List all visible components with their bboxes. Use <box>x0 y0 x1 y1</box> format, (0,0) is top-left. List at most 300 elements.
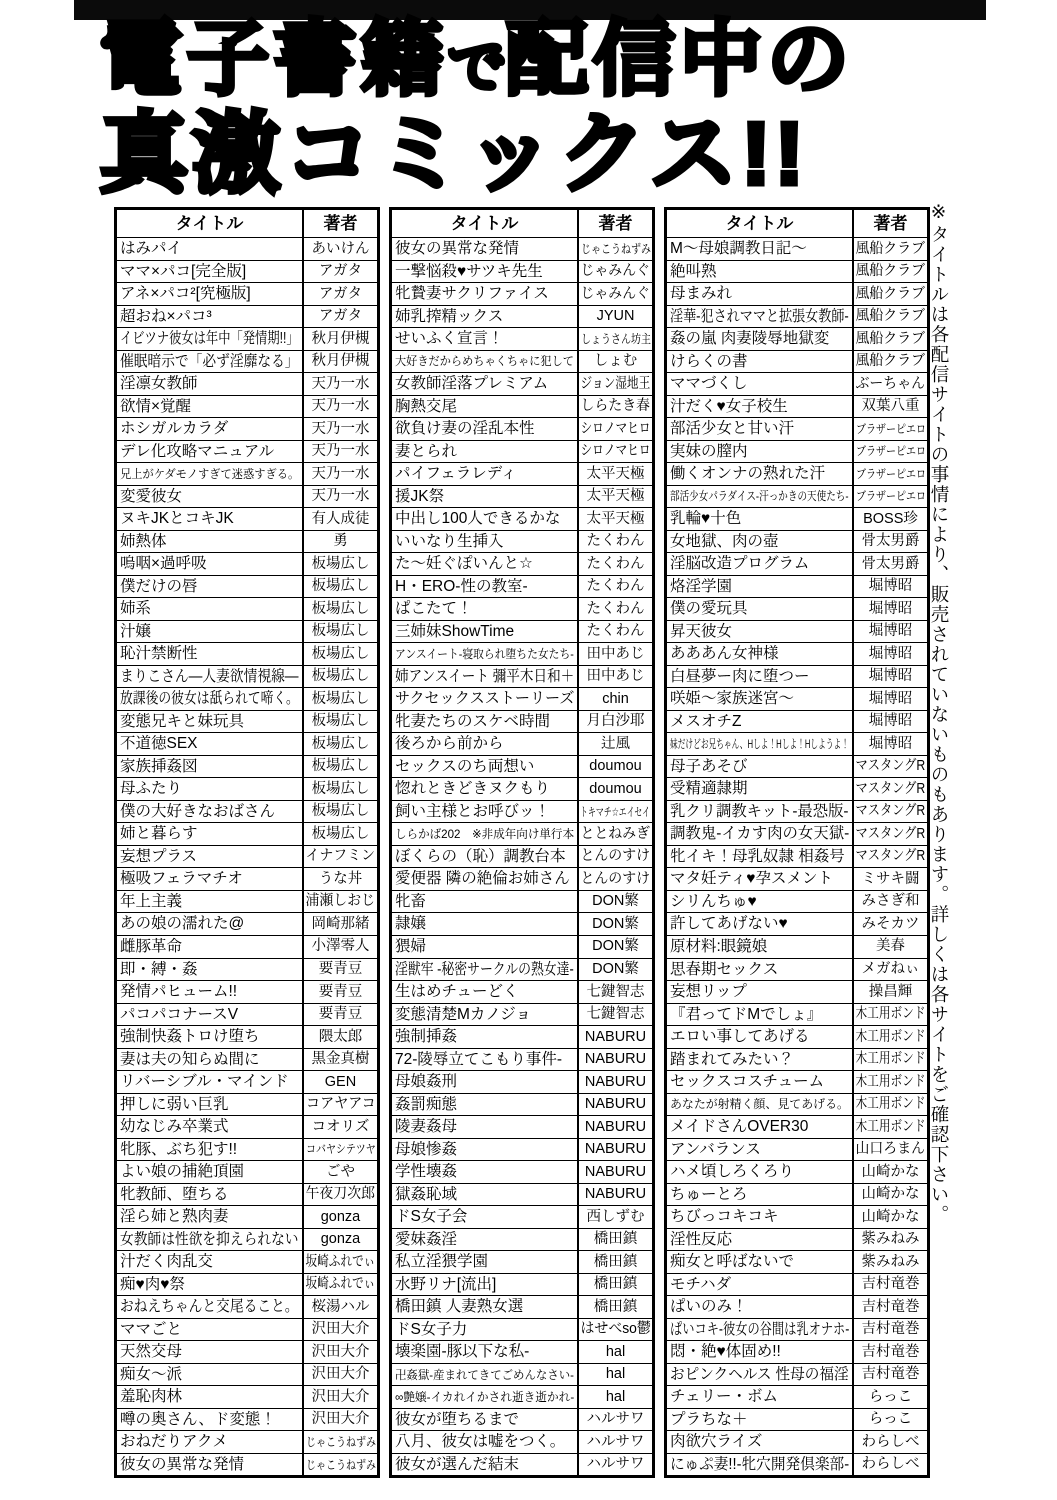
author-text: 沢田大介 <box>311 1343 370 1360</box>
author-text: はせべso鬱 <box>580 1321 651 1338</box>
title-text: 幼なじみ卒業式 <box>120 1118 229 1136</box>
table-row <box>117 732 377 755</box>
author-cell <box>579 1026 652 1048</box>
author-text: 板場広し <box>311 825 370 842</box>
title-text: 姉熱体 <box>120 532 167 550</box>
author-text: じゃこうねずみ <box>580 241 651 256</box>
table-row <box>667 1160 927 1183</box>
table-row <box>392 642 652 665</box>
table-row <box>667 800 927 823</box>
title-text: 壊楽園-豚以下な私- <box>395 1343 530 1361</box>
author-cell <box>304 801 377 823</box>
author-text: らっこ <box>868 1388 913 1405</box>
title-text: 僕の大好きなおばさん <box>120 802 276 820</box>
title-text: 牝畜 <box>395 892 427 910</box>
author-text: たくわん <box>586 578 645 595</box>
table-row <box>117 822 377 845</box>
author-text: 堀博昭 <box>868 668 913 685</box>
title-cell <box>117 846 304 868</box>
author-cell <box>854 441 927 463</box>
author-text: 板場広し <box>311 600 370 617</box>
title-cell <box>667 373 854 395</box>
title-text: 彼女の異常な発情 <box>395 240 520 257</box>
title-cell <box>667 463 854 485</box>
table-row <box>392 845 652 868</box>
title-cell <box>667 1341 854 1363</box>
author-text: gonza <box>320 1231 361 1248</box>
author-cell <box>304 913 377 935</box>
title-cell <box>117 981 304 1003</box>
author-cell <box>579 913 652 935</box>
author-cell <box>304 283 377 305</box>
title-column-header <box>667 210 854 237</box>
author-cell <box>304 508 377 530</box>
title-cell <box>667 1431 854 1453</box>
title-cell <box>392 891 579 913</box>
author-cell <box>579 1004 652 1026</box>
table-row <box>392 1430 652 1453</box>
author-text: コアヤアコ <box>305 1096 376 1113</box>
author-text: とんのすけ <box>580 848 651 865</box>
author-text: マスタングR <box>855 758 926 775</box>
author-cell <box>854 868 927 890</box>
table-row <box>392 732 652 755</box>
author-text: ミサキ闘 <box>861 870 920 887</box>
side-note: ※タイトルは各配信サイトの事情により、販売されていないものもあります。詳しくは各サイトをご確認下さい。 <box>929 202 950 1225</box>
title-cell <box>117 711 304 733</box>
author-cell <box>854 1386 927 1408</box>
author-text: 坂崎ふれでぃ <box>305 1276 376 1293</box>
table-row <box>667 1430 927 1453</box>
table-row <box>117 1003 377 1026</box>
table-row <box>667 440 927 463</box>
author-cell <box>854 1161 927 1183</box>
title-cell <box>117 778 304 800</box>
table-row <box>117 1363 377 1386</box>
title-cell <box>117 756 304 778</box>
table-row <box>392 485 652 508</box>
author-text: 黒金真樹 <box>311 1051 370 1068</box>
title-text: いいなり生挿入 <box>395 532 504 550</box>
title-cell <box>117 1161 304 1183</box>
author-cell <box>854 531 927 553</box>
author-cell <box>304 1454 377 1476</box>
title-cell <box>117 373 304 395</box>
author-text: アガタ <box>318 263 363 280</box>
title-text: 乳クリ調教キット-最恐版- <box>670 802 849 820</box>
author-cell <box>304 553 377 575</box>
title-cell <box>392 688 579 710</box>
table-row <box>117 395 377 418</box>
author-cell <box>304 1026 377 1048</box>
table-row <box>117 282 377 305</box>
title-cell <box>117 868 304 890</box>
table-row <box>667 822 927 845</box>
title-cell <box>667 1274 854 1296</box>
title-cell <box>392 1431 579 1453</box>
author-cell <box>304 688 377 710</box>
author-text: 沢田大介 <box>311 1366 370 1383</box>
title-cell <box>117 1454 304 1476</box>
author-cell <box>579 396 652 418</box>
author-text: NABURU <box>584 1186 647 1203</box>
title-cell <box>392 553 579 575</box>
title-text: 烙淫学園 <box>670 577 733 595</box>
author-text: 午夜刀次郎 <box>305 1186 376 1203</box>
title-cell <box>117 463 304 485</box>
author-cell <box>579 1386 652 1408</box>
author-cell <box>579 1319 652 1341</box>
title-text: メイドさんOVER30 <box>670 1118 809 1136</box>
author-cell <box>579 508 652 530</box>
title-text: ママ×パコ[完全版] <box>120 262 247 280</box>
author-text: わらしべ <box>861 1456 920 1473</box>
title-text: 妹だけどお兄ちゃん、Hしよ！Hしよ！Hしようよ！ <box>670 737 849 752</box>
title-text: エロい事してあげる <box>670 1028 810 1046</box>
author-text: 要青豆 <box>318 961 363 977</box>
title-cell <box>667 508 854 530</box>
author-text: 堀博昭 <box>868 713 913 730</box>
title-text: 卍姦獄-産まれてきてごめんなさい- <box>395 1367 574 1382</box>
table-row <box>117 1205 377 1228</box>
catalog-table-right <box>664 207 930 1478</box>
title-text: 淫凛女教師 <box>120 375 198 393</box>
title-cell <box>392 778 579 800</box>
table-row <box>392 462 652 485</box>
author-text: chin <box>602 690 629 707</box>
title-text: 八月、彼女は嘘をつく。 <box>395 1433 566 1451</box>
title-text: 痴♥肉♥祭 <box>120 1275 185 1293</box>
page-title-line2: 真激コミックス!! <box>100 104 808 203</box>
author-text: NABURU <box>584 1141 647 1158</box>
catalog-table-left <box>114 207 380 1478</box>
title-text: 橋田鎮 人妻熟女選 <box>395 1298 524 1316</box>
author-cell <box>304 1251 377 1273</box>
table-row <box>667 1385 927 1408</box>
author-cell <box>579 373 652 395</box>
table-row <box>392 1160 652 1183</box>
title-column-header <box>392 210 579 237</box>
author-text: 板場広し <box>311 668 370 685</box>
table-row <box>117 665 377 688</box>
title-cell <box>392 1094 579 1116</box>
author-cell <box>579 351 652 373</box>
author-cell <box>854 1454 927 1476</box>
author-text: ぶーちゃん <box>855 375 926 392</box>
title-cell <box>667 396 854 418</box>
author-cell <box>579 891 652 913</box>
title-cell <box>667 1071 854 1093</box>
title-segment-2: 配信中の <box>506 14 855 105</box>
author-cell <box>579 1229 652 1251</box>
table-row <box>667 530 927 553</box>
title-cell <box>117 531 304 553</box>
author-cell <box>304 531 377 553</box>
title-text: 欲情×覚醒 <box>120 397 192 415</box>
author-cell <box>854 508 927 530</box>
title-text: 母まみれ <box>670 285 733 303</box>
title-text: 一撃悩殺♥サツキ先生 <box>395 262 543 280</box>
title-text: 彼女が堕ちるまで <box>395 1410 520 1428</box>
table-row <box>392 1250 652 1273</box>
author-text: DON繁 <box>592 938 639 955</box>
author-cell <box>579 643 652 665</box>
author-text: 西しずむ <box>586 1208 645 1225</box>
title-text: 妻は夫の知らぬ間に <box>120 1050 260 1068</box>
author-text: 天乃一水 <box>311 398 370 415</box>
title-cell <box>667 1319 854 1341</box>
author-text: みさぎ和 <box>861 893 920 910</box>
author-cell <box>304 959 377 981</box>
title-text: 淫ら姉と熟肉妻 <box>120 1208 229 1226</box>
author-cell <box>854 1206 927 1228</box>
title-text: 欲負け妻の淫乱本性 <box>395 420 535 438</box>
author-text: ブラザーピエロ <box>855 489 926 504</box>
author-text: 木工用ボンド <box>855 1073 926 1090</box>
table-row <box>392 440 652 463</box>
title-cell <box>117 1116 304 1138</box>
table-row <box>117 1093 377 1116</box>
author-cell <box>854 733 927 755</box>
title-text: 母娘惨姦 <box>395 1140 458 1158</box>
title-text: 中出し100人できるかな <box>395 510 561 528</box>
title-text: しらかば202 ※非成年向け単行本 <box>395 827 575 842</box>
title-cell <box>392 306 579 328</box>
author-text: 太平天極 <box>586 510 645 527</box>
title-cell <box>117 1274 304 1296</box>
table-row <box>117 845 377 868</box>
table-row <box>667 1363 927 1386</box>
author-text: 風船クラブ <box>855 308 926 325</box>
table-row <box>117 935 377 958</box>
author-text: 七鍵智志 <box>586 983 645 1000</box>
author-text: ととねみぎ <box>580 825 651 842</box>
title-text: 悶・絶♥体固め!! <box>670 1343 781 1361</box>
title-text: 強制快姦トロけ堕ち <box>120 1028 260 1046</box>
author-text: 双葉八重 <box>861 398 920 415</box>
author-text: doumou <box>589 758 642 775</box>
author-cell <box>304 1319 377 1341</box>
title-cell <box>667 913 854 935</box>
author-text: ハルサワ <box>586 1433 645 1450</box>
author-text: 勇 <box>333 533 348 550</box>
title-text: ドS女子会 <box>395 1208 468 1226</box>
author-text: シロノマヒロ <box>580 420 651 437</box>
author-cell <box>854 351 927 373</box>
title-column-header-label: タイトル <box>725 214 794 233</box>
title-cell <box>667 959 854 981</box>
table-row <box>392 687 652 710</box>
title-text: M〜母娘調教日記〜 <box>670 240 807 257</box>
title-cell <box>392 598 579 620</box>
title-cell <box>667 711 854 733</box>
title-cell <box>667 891 854 913</box>
author-cell <box>304 778 377 800</box>
title-text: パイフェラレディ <box>395 465 517 483</box>
author-text: らっこ <box>868 1411 913 1428</box>
table-row <box>117 800 377 823</box>
table-row <box>117 867 377 890</box>
title-cell <box>117 351 304 373</box>
title-cell <box>667 576 854 598</box>
author-cell <box>579 801 652 823</box>
author-cell <box>579 1251 652 1273</box>
table-row <box>117 237 377 260</box>
title-text: 恥汁禁断性 <box>120 645 198 663</box>
author-cell <box>304 238 377 260</box>
author-cell <box>854 306 927 328</box>
author-cell <box>579 959 652 981</box>
title-cell <box>392 936 579 958</box>
title-text: けらくの書 <box>670 352 748 370</box>
table-row <box>667 980 927 1003</box>
author-cell <box>854 1094 927 1116</box>
table-row <box>117 1295 377 1318</box>
title-text: 昇天彼女 <box>670 622 733 640</box>
author-text: doumou <box>589 780 642 797</box>
title-text: ホシガルカラダ <box>120 420 229 438</box>
author-cell <box>854 891 927 913</box>
table-header-row <box>392 210 652 237</box>
table-row <box>667 890 927 913</box>
author-text: じゃみんぐ <box>580 285 651 302</box>
table-row <box>392 867 652 890</box>
title-text: 超おね×パコ³ <box>120 307 212 325</box>
title-text: 白昼夢ー肉に堕つー <box>670 667 810 685</box>
author-text: 田中あじ <box>586 645 645 662</box>
title-cell <box>392 531 579 553</box>
table-row <box>117 462 377 485</box>
title-cell <box>392 1184 579 1206</box>
table-row <box>392 1295 652 1318</box>
title-text: はみパイ <box>120 240 183 257</box>
author-cell <box>304 1409 377 1431</box>
table-row <box>667 597 927 620</box>
author-cell <box>304 621 377 643</box>
title-text: 母子あそび <box>670 757 748 775</box>
author-text: 操昌輝 <box>868 983 913 1000</box>
table-row <box>117 687 377 710</box>
author-text: 沢田大介 <box>311 1411 370 1428</box>
author-cell <box>304 598 377 620</box>
author-cell <box>579 1116 652 1138</box>
title-cell <box>667 1386 854 1408</box>
table-row <box>392 800 652 823</box>
author-text: hal <box>605 1388 626 1405</box>
table-row <box>667 1340 927 1363</box>
table-row <box>392 1453 652 1476</box>
title-text: ぱいのみ！ <box>670 1298 748 1316</box>
table-row <box>392 305 652 328</box>
title-cell <box>667 328 854 350</box>
title-cell <box>117 936 304 958</box>
title-cell <box>392 1386 579 1408</box>
title-cell <box>117 306 304 328</box>
title-text: 僕の愛玩具 <box>670 600 748 618</box>
title-text: 女地獄、肉の壺 <box>670 532 779 550</box>
table-row <box>117 597 377 620</box>
author-text: 風船クラブ <box>855 353 926 370</box>
title-text: セックスコスチューム <box>670 1073 825 1091</box>
title-column-header-label: タイトル <box>175 214 244 233</box>
author-text: 橋田鎮 <box>593 1231 638 1248</box>
table-row <box>392 1093 652 1116</box>
table-row <box>392 1025 652 1048</box>
author-text: メガねぃ <box>861 961 920 977</box>
table-row <box>117 372 377 395</box>
title-cell <box>392 441 579 463</box>
title-cell <box>392 913 579 935</box>
author-cell <box>854 688 927 710</box>
table-row <box>392 1340 652 1363</box>
author-text: 板場広し <box>311 623 370 640</box>
author-cell <box>854 1341 927 1363</box>
author-text: しらたき春 <box>580 398 651 415</box>
author-cell <box>304 643 377 665</box>
table-row <box>392 1205 652 1228</box>
author-text: 木工用ボンド <box>855 1096 926 1113</box>
author-text: 木工用ボンド <box>855 1006 926 1023</box>
title-cell <box>392 868 579 890</box>
author-text: ブラザーピエロ <box>855 444 926 459</box>
author-text: 板場広し <box>311 690 370 707</box>
author-text: GEN <box>324 1073 357 1090</box>
title-text: 即・縛・姦 <box>120 960 198 978</box>
author-text: アガタ <box>318 285 363 302</box>
table-row <box>392 1070 652 1093</box>
title-text: あなたが射精く顔、見てあげる。 <box>670 1097 849 1112</box>
table-row <box>117 1115 377 1138</box>
author-cell <box>579 598 652 620</box>
author-cell <box>579 1049 652 1071</box>
title-text: 許してあげない♥ <box>670 915 788 933</box>
author-text: コバヤシテツヤ <box>305 1142 376 1157</box>
author-cell <box>579 1431 652 1453</box>
author-cell <box>854 1409 927 1431</box>
table-row <box>117 1273 377 1296</box>
table-row <box>392 1228 652 1251</box>
author-text: ごや <box>326 1163 355 1180</box>
title-cell <box>117 891 304 913</box>
title-cell <box>667 688 854 710</box>
title-cell <box>117 1251 304 1273</box>
author-cell <box>579 238 652 260</box>
title-text: 姉アンスイート 彌平木日和＋ <box>395 667 575 685</box>
table-row <box>667 867 927 890</box>
title-text: 隷嬢 <box>395 915 427 933</box>
title-cell <box>392 1161 579 1183</box>
author-text: たくわん <box>586 533 645 550</box>
table-row <box>667 1048 927 1071</box>
table-row <box>667 1295 927 1318</box>
title-text: 放課後の彼女は舐られて啼く。 <box>120 690 299 708</box>
author-cell <box>854 801 927 823</box>
title-cell <box>667 1026 854 1048</box>
catalog-table-middle <box>389 207 655 1478</box>
table-row <box>392 575 652 598</box>
title-text: おピンクヘルス 性母の福淫 <box>670 1365 849 1383</box>
title-text: 姦の嵐 肉妻陵辱地獄変 <box>670 330 830 348</box>
title-text: 姉系 <box>120 600 152 618</box>
table-row <box>392 1363 652 1386</box>
table-row <box>392 237 652 260</box>
title-text: 押しに弱い巨乳 <box>120 1095 229 1113</box>
title-text: マタ妊ティ♥孕スメント <box>670 870 833 888</box>
title-text: 痴女と呼ばないで <box>670 1253 795 1271</box>
title-text: 淫脳改造プログラム <box>670 555 810 573</box>
title-text: メスオチZ <box>670 712 742 730</box>
table-row <box>117 980 377 1003</box>
